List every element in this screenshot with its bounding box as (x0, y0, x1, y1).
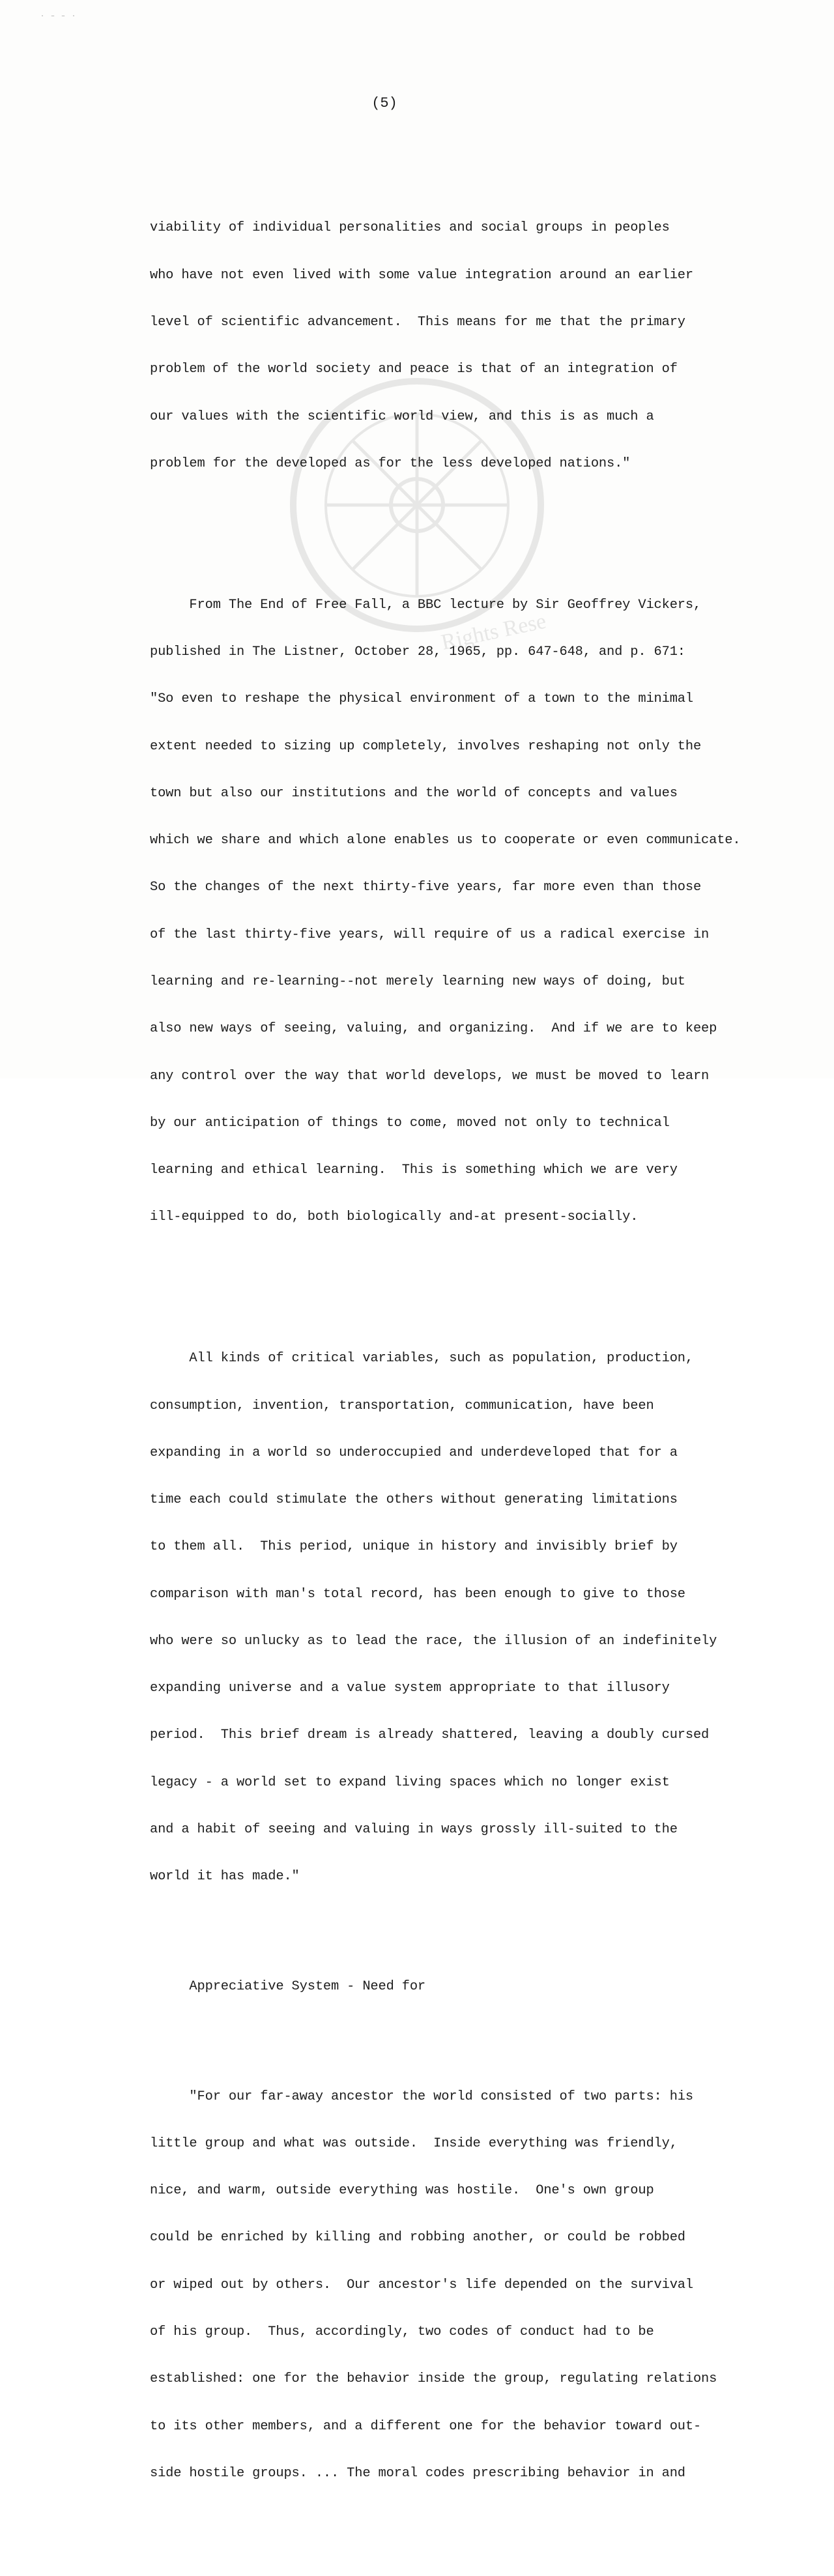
text-line: extent needed to sizing up completely, involves reshaping not only the (150, 738, 702, 754)
paragraph-continuation (150, 189, 736, 503)
text-line: published in The Listner, October 28, 1965, pp. 647-648, and p. 671: (150, 644, 685, 659)
text-line: by our anticipation of things to come, moved not only to technical (150, 1115, 670, 1131)
scan-artifact: · ‒ ‒ · (40, 13, 78, 20)
page-number: (5) (371, 95, 397, 111)
text-line: time each could stimulate the others without generating limitations (150, 1492, 678, 1508)
text-line: nice, and warm, outside everything was hostile. One's own group (150, 2183, 654, 2199)
text-line: legacy - a world set to expand living spaces which no longer exist (150, 1774, 670, 1790)
text-line: ill-equipped to do, both biologically and-at present-socially. (150, 1209, 639, 1225)
text-line: which we share and which alone enables us to cooperate or even communicate. (150, 833, 741, 848)
text-line: little group and what was outside. Inside everything was friendly, (150, 2135, 678, 2151)
text-line: period. This brief dream is already shattered, leaving a doubly cursed (150, 1728, 710, 1743)
text-line: established: one for the behavior inside the group, regulating relations (150, 2371, 717, 2387)
text-line: "So even to reshape the physical environment of a town to the minimal (150, 691, 693, 707)
text-line: also new ways of seeing, valuing, and organizing. And if we are to keep (150, 1021, 717, 1037)
text-line: learning and re-learning--not merely learning new ways of doing, but (150, 974, 685, 989)
text-line: learning and ethical learning. This is something which we are very (150, 1163, 678, 1178)
text-line: or wiped out by others. Our ancestor's life depended on the survival (150, 2277, 693, 2293)
text-line: could be enriched by killing and robbing another, or could be robbed (150, 2230, 685, 2246)
watermark-text: Rights Rese (439, 609, 549, 655)
text-line: comparison with man's total record, has been enough to give to those (150, 1586, 685, 1602)
text-line: our values with the scientific world view, and this is as much a (150, 409, 654, 424)
text-line: world it has made." (150, 1869, 300, 1885)
text-line: town but also our institutions and the world of concepts and values (150, 785, 678, 801)
text-line: of his group. Thus, accordingly, two codes of conduct had to be (150, 2324, 654, 2340)
text-line: All kinds of critical variables, such as population, production, (150, 1351, 693, 1367)
text-line: to them all. This period, unique in history and invisibly brief by (150, 1539, 678, 1555)
text-line: viability of individual personalities and social groups in peoples (150, 220, 670, 236)
text-line: of the last thirty-five years, will require of us a radical exercise in (150, 927, 710, 942)
text-line: to its other members, and a different one for the behavior toward out- (150, 2418, 702, 2434)
section-subheading: Appreciative System - Need for (150, 1978, 426, 1994)
text-line: and a habit of seeing and valuing in ways grossly ill-suited to the (150, 1822, 678, 1838)
text-line: expanding in a world so underoccupied and underdeveloped that for a (150, 1445, 678, 1460)
text-line: So the changes of the next thirty-five years, far more even than those (150, 880, 702, 895)
paragraph-vickers-quote (150, 566, 741, 1257)
text-line: expanding universe and a value system appropriate to that illusory (150, 1681, 670, 1696)
paragraph-ancestor-quote (150, 2057, 736, 2513)
text-line: any control over the way that world develops, we must be moved to learn (150, 1068, 710, 1084)
text-line: "For our far-away ancestor the world consisted of two parts: his (150, 2089, 693, 2104)
paragraph-critical-variables (150, 1320, 736, 1917)
text-line: level of scientific advancement. This means for me that the primary (150, 315, 685, 330)
text-line: From The End of Free Fall, a BBC lecture by Sir Geoffrey Vickers, (150, 597, 702, 613)
text-line: who were so unlucky as to lead the race, the illusion of an indefinitely (150, 1633, 717, 1649)
text-line: problem of the world society and peace is that of an integration of (150, 362, 678, 377)
text-line: who have not even lived with some value integration around an earlier (150, 267, 693, 283)
text-line: consumption, invention, transportation, communication, have been (150, 1398, 654, 1413)
text-line: side hostile groups. ... The moral codes prescribing behavior in and (150, 2465, 685, 2481)
body-text (150, 142, 741, 2576)
text-line: problem for the developed as for the less developed nations." (150, 456, 631, 471)
